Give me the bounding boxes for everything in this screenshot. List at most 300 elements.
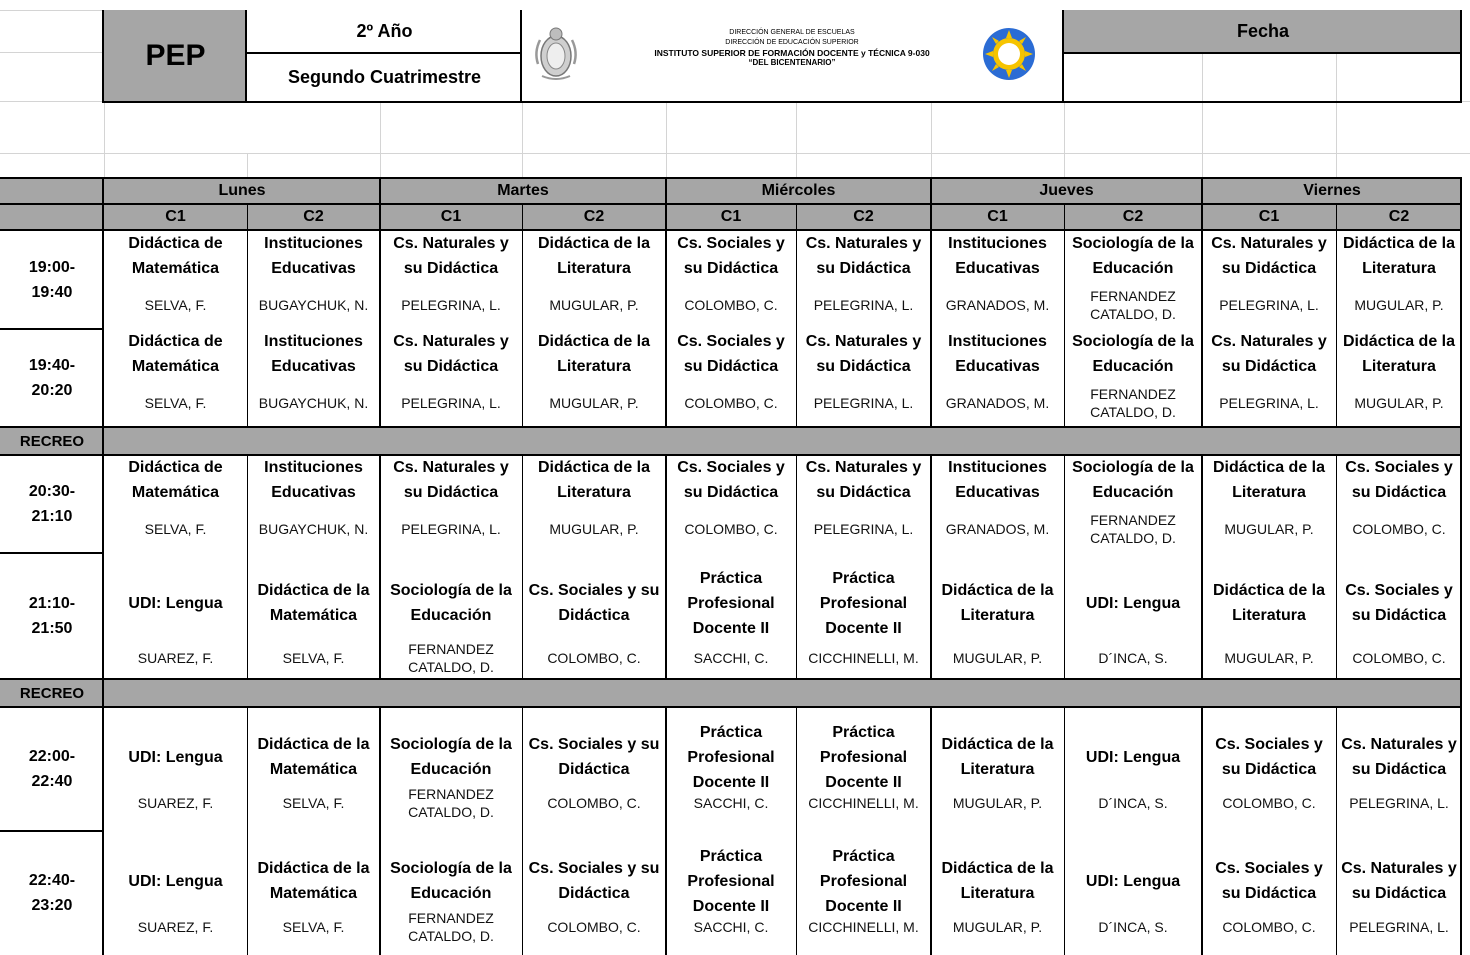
time-range: [0, 744, 104, 794]
schedule-cell[interactable]: [666, 831, 796, 955]
subject-name: Didáctica de la Literatura: [941, 860, 1054, 902]
teacher-name: FERNANDEZ CATALDO, D.: [408, 641, 494, 675]
schedule-cell[interactable]: [247, 231, 380, 329]
subject-name: Cs. Sociales y su Didáctica: [677, 333, 785, 375]
schedule-cell[interactable]: [931, 231, 1064, 329]
grid-border: [1336, 455, 1337, 679]
grid-border: [0, 454, 1462, 456]
schedule-cell[interactable]: [522, 831, 666, 955]
subject-name: Didáctica de la Matemática: [257, 736, 370, 778]
schedule-cell[interactable]: [666, 553, 796, 679]
time-cell: [0, 553, 104, 679]
schedule-cell[interactable]: [1202, 831, 1336, 955]
teacher-wrap: [247, 285, 380, 324]
institution-line-2: DIRECCIÓN DE EDUCACIÓN SUPERIOR: [725, 39, 859, 46]
subject-name: Didáctica de la Literatura: [1342, 333, 1456, 375]
subject-name: Cs. Sociales y su Didáctica: [528, 860, 660, 902]
date-label: Fecha: [1236, 20, 1290, 41]
subject-wrap: [931, 329, 1064, 379]
teacher-wrap: [380, 641, 522, 675]
teacher-name: MUGULAR, P.: [952, 795, 1043, 811]
teacher-name: PELEGRINA, L.: [813, 394, 914, 411]
subject-wrap: [104, 455, 247, 505]
teacher-name: COLOMBO, C.: [1352, 650, 1446, 666]
subject-name: Didáctica de la Matemática: [257, 582, 370, 624]
year-cell: [247, 10, 522, 52]
teacher-name: FERNANDEZ CATALDO, D.: [1090, 385, 1176, 420]
teacher-name: MUGULAR, P.: [549, 520, 639, 537]
column-header-c2: C2: [1388, 208, 1410, 225]
subject-name: Didáctica de la Literatura: [1212, 582, 1326, 624]
grid-border: [0, 678, 1462, 680]
time-end: 21:50: [31, 620, 73, 637]
day-header-1: Lunes: [218, 182, 266, 199]
schedule-cell[interactable]: [1336, 553, 1462, 679]
grid-border: [1336, 204, 1337, 427]
teacher-name: FERNANDEZ CATALDO, D.: [1090, 511, 1176, 546]
subject-name: Didáctica de Matemática: [128, 333, 223, 375]
schedule-cell[interactable]: [1336, 455, 1462, 553]
schedule-cell[interactable]: [666, 707, 796, 831]
schedule-cell[interactable]: [247, 831, 380, 955]
schedule-cell[interactable]: [1202, 553, 1336, 679]
teacher-name: SELVA, F.: [282, 650, 345, 666]
teacher-name: FERNANDEZ CATALDO, D.: [408, 910, 494, 944]
teacher-wrap: [1202, 641, 1336, 675]
teacher-name: PELEGRINA, L.: [1219, 296, 1319, 313]
subject-wrap: [1202, 553, 1336, 653]
schedule-cell[interactable]: [1064, 831, 1202, 955]
teacher-name: PELEGRINA, L.: [813, 296, 914, 313]
teacher-name: CICCHINELLI, M.: [808, 650, 919, 666]
grid-border: [522, 204, 523, 427]
schedule-cell[interactable]: [522, 707, 666, 831]
schedule-cell[interactable]: [1202, 455, 1336, 553]
teacher-wrap: [1336, 783, 1462, 823]
time-range: [0, 591, 104, 641]
subject-wrap: [380, 329, 522, 379]
teacher-wrap: [1202, 509, 1336, 548]
grid-border: [522, 707, 523, 955]
grid-border: [379, 455, 381, 679]
program-title: PEP: [145, 38, 206, 72]
teacher-wrap: [522, 383, 666, 422]
teacher-name: FERNANDEZ CATALDO, D.: [408, 786, 494, 820]
schedule-cell[interactable]: [931, 553, 1064, 679]
teacher-name: SUAREZ, F.: [137, 650, 214, 666]
program-cell: [104, 10, 247, 101]
teacher-wrap: [666, 907, 796, 947]
teacher-wrap: [247, 383, 380, 422]
subject-wrap: [1336, 231, 1462, 281]
time-end: 22:40: [31, 773, 73, 790]
grid-border: [102, 178, 104, 955]
schedule-cell[interactable]: [1336, 231, 1462, 329]
schedule-cell[interactable]: [666, 329, 796, 427]
schedule-cell[interactable]: [1064, 707, 1202, 831]
subject-wrap: [104, 553, 247, 653]
term-cell: [247, 54, 522, 101]
subject-wrap: [796, 455, 931, 505]
grid-border: [247, 204, 248, 427]
schedule-cell[interactable]: [796, 231, 931, 329]
subject-name: Sociología de la Educación: [390, 860, 512, 902]
subject-wrap: [247, 231, 380, 281]
teacher-name: PELEGRINA, L.: [813, 520, 914, 537]
teacher-wrap: [522, 509, 666, 548]
schedule-cell[interactable]: [1064, 553, 1202, 679]
grid-border: [665, 455, 667, 679]
teacher-name: MUGULAR, P.: [1224, 520, 1314, 537]
subject-name: Cs. Naturales y su Didáctica: [805, 333, 922, 375]
schedule-cell[interactable]: [931, 455, 1064, 553]
date-field-3[interactable]: [1336, 54, 1462, 101]
teacher-wrap: [1202, 285, 1336, 324]
subject-name: UDI: Lengua: [1085, 748, 1181, 766]
teacher-name: BUGAYCHUK, N.: [258, 394, 369, 411]
subject-wrap: [666, 329, 796, 379]
schedule-cell[interactable]: [796, 553, 931, 679]
teacher-wrap: [666, 285, 796, 324]
schedule-cell[interactable]: [931, 707, 1064, 831]
schedule-cell[interactable]: [380, 455, 522, 553]
teacher-wrap: [796, 285, 931, 324]
teacher-name: PELEGRINA, L.: [1219, 394, 1319, 411]
subject-name: Cs. Naturales y su Didáctica: [393, 235, 509, 277]
teacher-wrap: [247, 907, 380, 947]
schedule-cell[interactable]: [522, 455, 666, 553]
grid-border: [379, 707, 381, 955]
teacher-name: COLOMBO, C.: [547, 795, 641, 811]
schedule-cell[interactable]: [931, 831, 1064, 955]
schedule-cell[interactable]: [666, 231, 796, 329]
subject-name: Cs. Sociales y su Didáctica: [528, 582, 660, 624]
grid-border: [930, 455, 932, 679]
time-start: 20:30-: [28, 483, 76, 500]
schedule-cell[interactable]: [1336, 329, 1462, 427]
teacher-wrap: [104, 641, 247, 675]
teacher-wrap: [1336, 383, 1462, 422]
teacher-wrap: [796, 383, 931, 422]
schedule-cell[interactable]: [104, 831, 247, 955]
teacher-wrap: [931, 907, 1064, 947]
schedule-cell[interactable]: [1336, 831, 1462, 955]
subject-name: Sociología de la Educación: [1072, 235, 1194, 277]
subject-name: Cs. Sociales y su Didáctica: [1345, 459, 1453, 501]
teacher-name: COLOMBO, C.: [684, 394, 778, 411]
teacher-wrap: [104, 907, 247, 947]
schedule-cell[interactable]: [522, 553, 666, 679]
subject-wrap: [1202, 231, 1336, 281]
institute-sun-logo-icon: [979, 24, 1039, 84]
time-cell: [0, 707, 104, 831]
subject-name: Didáctica de la Literatura: [941, 736, 1054, 778]
time-start: 21:10-: [28, 595, 76, 612]
institution-motto: “DEL BICENTENARIO”: [748, 58, 836, 67]
subject-name: Cs. Naturales y su Didáctica: [805, 235, 922, 277]
subject-wrap: [666, 231, 796, 281]
date-field-1[interactable]: [1064, 54, 1202, 101]
teacher-name: PELEGRINA, L.: [1349, 795, 1449, 811]
subject-wrap: [522, 553, 666, 653]
subject-wrap: [522, 231, 666, 281]
institution-line-1: DIRECCIÓN GENERAL DE ESCUELAS: [729, 29, 855, 36]
teacher-wrap: [1064, 509, 1202, 548]
schedule-cell[interactable]: [104, 553, 247, 679]
day-header-4: Jueves: [1039, 182, 1094, 199]
teacher-name: SELVA, F.: [144, 520, 207, 537]
schedule-cell[interactable]: [796, 455, 931, 553]
subject-name: Cs. Sociales y su Didáctica: [677, 459, 785, 501]
teacher-wrap: [1336, 285, 1462, 324]
subject-name: Didáctica de la Literatura: [537, 459, 651, 501]
subject-wrap: [380, 455, 522, 505]
column-header-c1: C1: [440, 208, 462, 225]
teacher-name: MUGULAR, P.: [1224, 650, 1314, 666]
teacher-wrap: [1064, 907, 1202, 947]
teacher-wrap: [104, 783, 247, 823]
subject-name: UDI: Lengua: [128, 872, 223, 890]
year-label: 2º Año: [356, 20, 413, 41]
column-header-c2: C2: [853, 208, 874, 225]
teacher-wrap: [1202, 383, 1336, 422]
subject-name: UDI: Lengua: [128, 748, 223, 766]
institution-name: INSTITUTO SUPERIOR DE FORMACIÓN DOCENTE y TÉCNICA 9-030: [654, 48, 930, 58]
grid-border: [0, 177, 1462, 179]
day-header-2: Martes: [497, 182, 549, 199]
grid-border: [0, 229, 1462, 231]
schedule-cell[interactable]: [104, 455, 247, 553]
column-header-c1: C1: [165, 208, 186, 225]
subject-wrap: [1202, 329, 1336, 379]
grid-border: [0, 830, 104, 832]
schedule-cell[interactable]: [380, 707, 522, 831]
subject-name: Cs. Naturales y su Didáctica: [393, 459, 509, 501]
subject-wrap: [380, 231, 522, 281]
subject-name: UDI: Lengua: [1085, 594, 1181, 612]
teacher-name: GRANADOS, M.: [945, 296, 1050, 313]
teacher-wrap: [1064, 383, 1202, 422]
teacher-wrap: [1202, 907, 1336, 947]
schedule-cell[interactable]: [247, 553, 380, 679]
teacher-name: MUGULAR, P.: [1354, 296, 1444, 313]
subject-name: Práctica Profesional Docente II: [687, 569, 775, 637]
grid-border: [0, 426, 1462, 428]
teacher-wrap: [931, 641, 1064, 675]
schedule-cell[interactable]: [1336, 707, 1462, 831]
teacher-wrap: [666, 383, 796, 422]
date-header-cell: [1064, 10, 1462, 52]
teacher-name: PELEGRINA, L.: [401, 520, 501, 537]
column-header-c1: C1: [987, 208, 1008, 225]
teacher-wrap: [666, 509, 796, 548]
schedule-cell[interactable]: [247, 707, 380, 831]
teacher-name: COLOMBO, C.: [1222, 795, 1316, 811]
time-start: 22:00-: [28, 748, 76, 765]
subject-name: Cs. Naturales y su Didáctica: [393, 333, 509, 375]
time-end: 21:10: [31, 508, 73, 525]
teacher-wrap: [380, 383, 522, 422]
schedule-cell[interactable]: [1202, 707, 1336, 831]
teacher-wrap: [931, 285, 1064, 324]
teacher-wrap: [1202, 783, 1336, 823]
grid-border: [796, 707, 797, 955]
teacher-name: COLOMBO, C.: [547, 650, 641, 666]
term-label: Segundo Cuatrimestre: [287, 67, 482, 87]
subject-name: UDI: Lengua: [128, 594, 223, 612]
grid-border: [247, 455, 248, 679]
schedule-cell[interactable]: [666, 455, 796, 553]
subject-wrap: [931, 553, 1064, 653]
grid-border: [665, 178, 667, 427]
grid-border: [930, 707, 932, 955]
teacher-wrap: [522, 285, 666, 324]
schedule-cell[interactable]: [380, 553, 522, 679]
break-row: [104, 427, 1462, 455]
teacher-wrap: [104, 285, 247, 324]
schedule-cell[interactable]: [796, 329, 931, 427]
schedule-cell[interactable]: [1064, 455, 1202, 553]
teacher-name: MUGULAR, P.: [1354, 394, 1444, 411]
subject-name: Didáctica de la Literatura: [1212, 459, 1326, 501]
teacher-name: SACCHI, C.: [693, 795, 769, 811]
subject-wrap: [1336, 455, 1462, 505]
time-cell: [0, 455, 104, 553]
teacher-name: COLOMBO, C.: [684, 520, 778, 537]
teacher-name: FERNANDEZ CATALDO, D.: [1090, 287, 1176, 322]
subject-name: Práctica Profesional Docente II: [819, 847, 908, 915]
subject-name: Didáctica de Matemática: [128, 235, 223, 277]
subject-name: Didáctica de la Literatura: [941, 582, 1054, 624]
schedule-cell[interactable]: [1064, 329, 1202, 427]
teacher-name: SACCHI, C.: [693, 919, 769, 935]
subject-wrap: [522, 455, 666, 505]
teacher-name: SELVA, F.: [144, 296, 207, 313]
subject-name: Instituciones Educativas: [948, 235, 1047, 277]
subject-wrap: [931, 455, 1064, 505]
time-end: 23:20: [31, 897, 73, 914]
grid-border: [0, 706, 1462, 708]
subject-name: Didáctica de la Literatura: [537, 235, 651, 277]
time-end: 19:40: [31, 284, 73, 301]
schedule-cell[interactable]: [796, 831, 931, 955]
grid-border: [1460, 178, 1462, 955]
column-header-c2: C2: [1122, 208, 1144, 225]
schedule-cell[interactable]: [522, 329, 666, 427]
time-range: [0, 353, 104, 403]
schedule-cell[interactable]: [104, 707, 247, 831]
column-header-c2: C2: [583, 208, 605, 225]
teacher-wrap: [522, 783, 666, 823]
teacher-wrap: [522, 907, 666, 947]
teacher-wrap: [666, 641, 796, 675]
subject-wrap: [1202, 455, 1336, 505]
schedule-cell[interactable]: [104, 231, 247, 329]
grid-border: [796, 204, 797, 427]
subject-name: Práctica Profesional Docente II: [687, 723, 775, 791]
subject-wrap: [796, 231, 931, 281]
subject-name: Cs. Sociales y su Didáctica: [1215, 860, 1323, 902]
grid-border: [0, 328, 104, 330]
subject-wrap: [104, 329, 247, 379]
teacher-name: COLOMBO, C.: [1222, 919, 1316, 935]
teacher-name: COLOMBO, C.: [684, 296, 778, 313]
teacher-wrap: [796, 509, 931, 548]
teacher-name: PELEGRINA, L.: [401, 296, 501, 313]
institution-cell: [522, 10, 1064, 101]
teacher-name: CICCHINELLI, M.: [808, 919, 919, 935]
teacher-name: COLOMBO, C.: [1352, 520, 1446, 537]
grid-border: [1064, 455, 1065, 679]
break-row: [104, 679, 1462, 707]
subject-wrap: [247, 329, 380, 379]
teacher-wrap: [1064, 285, 1202, 324]
schedule-cell[interactable]: [380, 231, 522, 329]
subject-wrap: [104, 231, 247, 281]
schedule-cell[interactable]: [380, 329, 522, 427]
subject-name: UDI: Lengua: [1085, 872, 1181, 890]
subject-name: Sociología de la Educación: [390, 582, 512, 624]
teacher-name: MUGULAR, P.: [952, 650, 1043, 666]
teacher-wrap: [796, 907, 931, 947]
subject-name: Cs. Naturales y su Didáctica: [1341, 736, 1457, 778]
subject-wrap: [247, 455, 380, 505]
grid-border: [0, 203, 1462, 205]
teacher-wrap: [380, 509, 522, 548]
subject-name: Cs. Sociales y su Didáctica: [677, 235, 785, 277]
subject-wrap: [666, 455, 796, 505]
schedule-cell[interactable]: [931, 329, 1064, 427]
schedule-cell[interactable]: [796, 707, 931, 831]
subject-name: Didáctica de la Literatura: [1342, 235, 1456, 277]
subject-name: Sociología de la Educación: [1072, 333, 1194, 375]
teacher-name: D´INCA, S.: [1098, 650, 1168, 666]
schedule-cell[interactable]: [104, 329, 247, 427]
schedule-cell[interactable]: [247, 455, 380, 553]
date-field-2[interactable]: [1202, 54, 1336, 101]
schedule-cell[interactable]: [1202, 231, 1336, 329]
teacher-name: SUAREZ, F.: [137, 795, 214, 811]
schedule-cell[interactable]: [380, 831, 522, 955]
schedule-cell[interactable]: [247, 329, 380, 427]
subject-name: Práctica Profesional Docente II: [819, 569, 908, 637]
subject-wrap: [1064, 231, 1202, 281]
schedule-cell[interactable]: [1202, 329, 1336, 427]
schedule-cell[interactable]: [1064, 231, 1202, 329]
time-range: [0, 255, 104, 305]
grid-border: [1064, 707, 1065, 955]
subject-name: Cs. Naturales y su Didáctica: [1211, 235, 1327, 277]
teacher-wrap: [931, 383, 1064, 422]
teacher-name: BUGAYCHUK, N.: [258, 520, 369, 537]
time-start: 19:00-: [28, 259, 76, 276]
subject-name: Cs. Sociales y su Didáctica: [1215, 736, 1323, 778]
time-range: [0, 868, 104, 918]
teacher-name: MUGULAR, P.: [952, 919, 1043, 935]
teacher-wrap: [931, 783, 1064, 823]
grid-border: [930, 178, 932, 427]
break-label: RECREO: [0, 679, 104, 707]
teacher-name: D´INCA, S.: [1098, 919, 1168, 935]
teacher-wrap: [247, 641, 380, 675]
subject-name: Cs. Sociales y su Didáctica: [1345, 582, 1453, 624]
time-end: 20:20: [31, 382, 73, 399]
teacher-wrap: [380, 783, 522, 823]
subject-name: Didáctica de Matemática: [128, 459, 223, 501]
time-range: [0, 479, 104, 529]
teacher-name: GRANADOS, M.: [945, 394, 1050, 411]
schedule-cell[interactable]: [522, 231, 666, 329]
